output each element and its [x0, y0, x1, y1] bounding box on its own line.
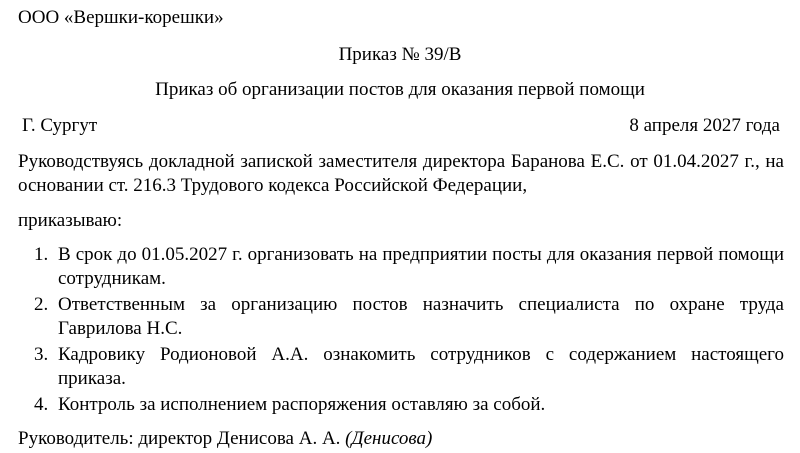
- order-directive: приказываю:: [18, 210, 123, 231]
- list-item: [34, 293, 784, 341]
- list-item: [34, 243, 784, 291]
- list-item-number: 4.: [34, 394, 49, 415]
- list-item: [34, 343, 784, 391]
- order-items-list: [34, 243, 784, 419]
- list-item: [34, 393, 784, 417]
- order-basis: Руководствуясь докладной запиской заместителя директора Баранова Е.С. от 01.04.2027 г., на основании ст. 216.3 Трудового кодекса Российской Федерации,: [18, 151, 784, 196]
- list-item-number: 1.: [34, 244, 49, 265]
- list-item-text: Контроль за исполнением распоряжения оставляю за собой.: [58, 394, 546, 415]
- signature-label: Руководитель: директор Денисова А. А.: [18, 428, 341, 449]
- organization-name: ООО «Вершки-корешки»: [18, 7, 224, 28]
- list-item-number: 3.: [34, 344, 49, 365]
- list-item-text: Кадровику Родионовой А.А. ознакомить сотрудников с содержанием настоящего приказа.: [58, 344, 784, 389]
- order-city: Г. Сургут: [22, 115, 98, 136]
- signature-name: (Денисова): [345, 428, 433, 449]
- order-title: Приказ об организации постов для оказания первой помощи: [155, 79, 645, 100]
- order-date: 8 апреля 2027 года: [629, 115, 780, 136]
- list-item-text: Ответственным за организацию постов назначить специалиста по охране труда Гаврилова Н.С.: [58, 294, 784, 339]
- list-item-number: 2.: [34, 294, 49, 315]
- list-item-text: В срок до 01.05.2027 г. организовать на предприятии посты для оказания первой помощи сотрудникам.: [58, 244, 784, 289]
- order-number: Приказ № 39/В: [338, 44, 462, 65]
- signature-line: [18, 427, 432, 451]
